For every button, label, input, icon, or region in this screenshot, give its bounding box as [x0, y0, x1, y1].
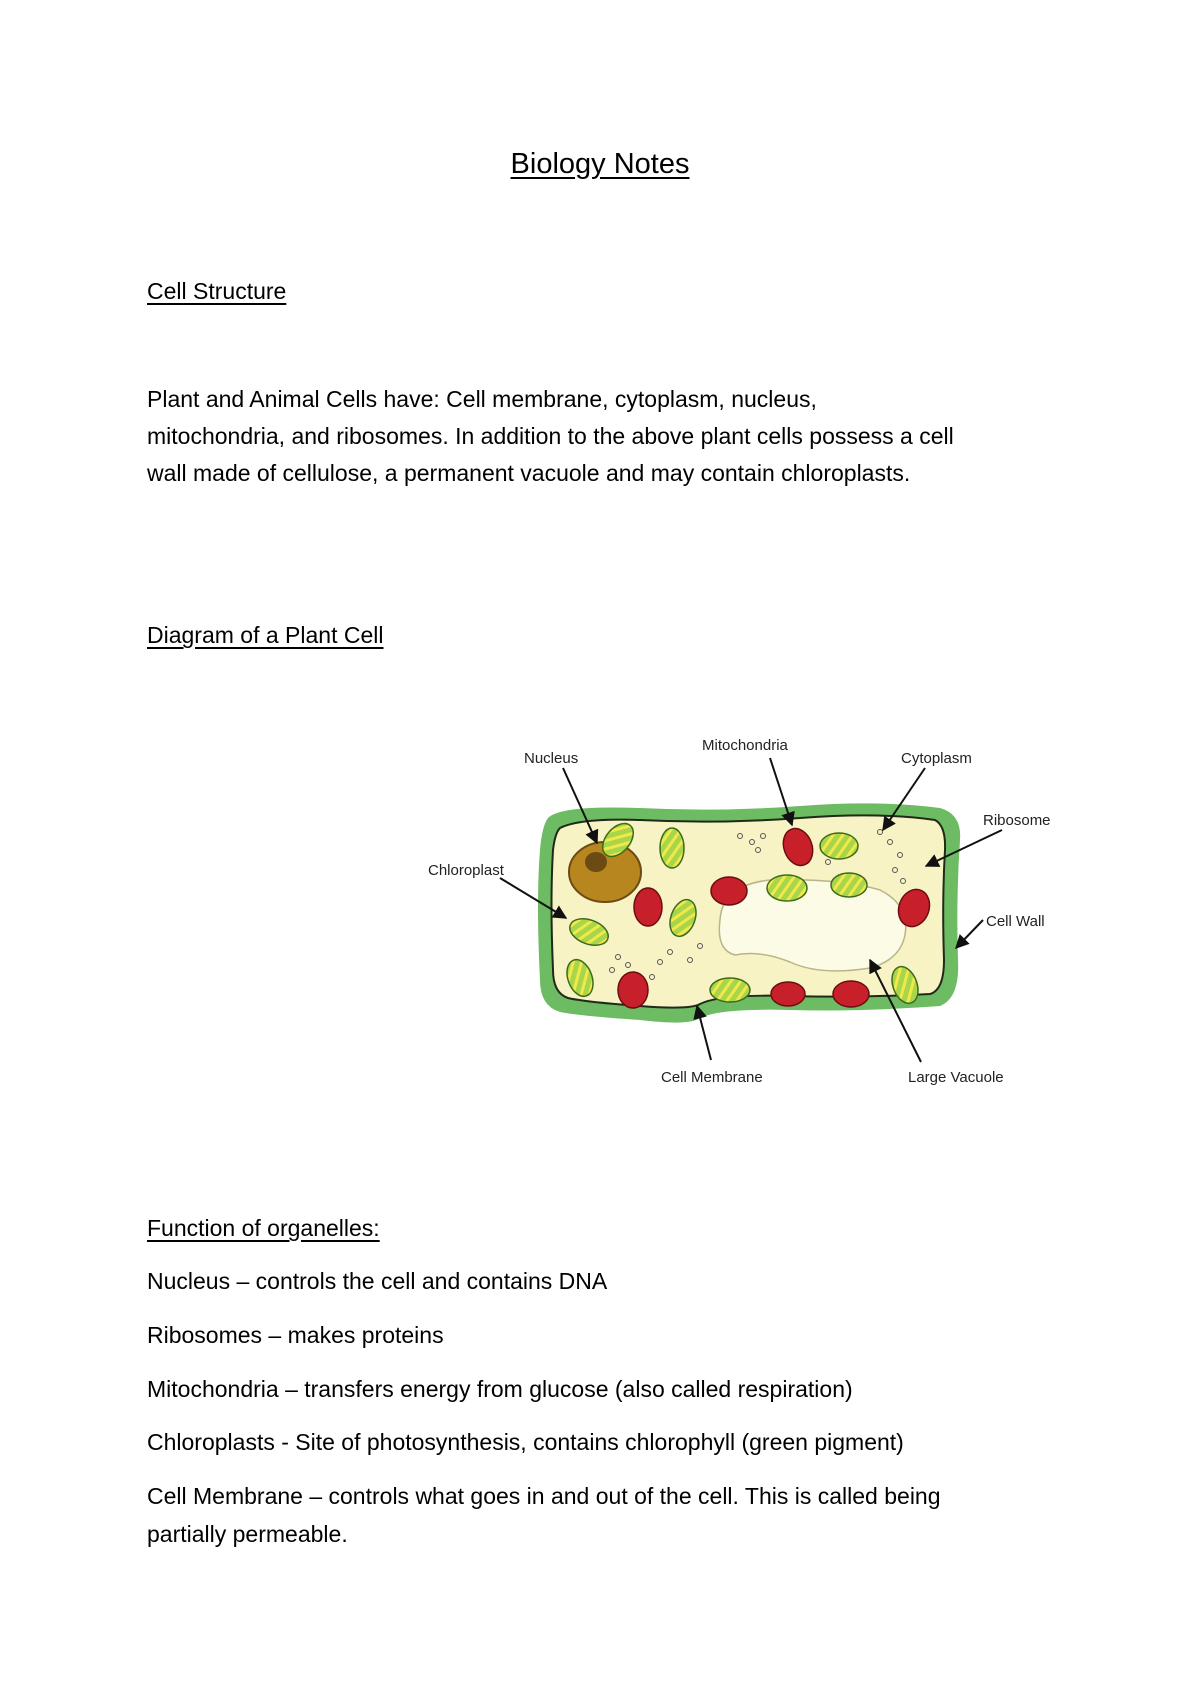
- paragraph-line: wall made of cellulose, a permanent vacuole and may contain chloroplasts.: [147, 460, 911, 486]
- function-item-nucleus: Nucleus – controls the cell and contains DNA: [147, 1268, 608, 1294]
- nucleus: [569, 842, 641, 902]
- nucleolus: [585, 852, 607, 872]
- section-heading-functions: Function of organelles:: [147, 1215, 380, 1241]
- cell-wall: [538, 803, 960, 1022]
- large-vacuole: [719, 880, 905, 971]
- cell-wall-pointer: [956, 920, 983, 948]
- paragraph-line: mitochondria, and ribosomes. In addition to the above plant cells possess a cell: [147, 423, 954, 449]
- label-nucleus: Nucleus: [524, 750, 579, 767]
- mitochondria: [618, 824, 935, 1008]
- paragraph-line: Plant and Animal Cells have: Cell membrane, cytoplasm, nucleus,: [147, 386, 817, 412]
- section-heading-cell-structure: Cell Structure: [147, 278, 287, 304]
- label-large-vacuole: Large Vacuole: [908, 1069, 1004, 1086]
- chloroplast-pointer: [500, 878, 566, 918]
- large-vacuole-pointer: [870, 960, 921, 1062]
- cytoplasm: [552, 815, 946, 1007]
- function-item-mitochondria: Mitochondria – transfers energy from glucose (also called respiration): [147, 1376, 853, 1402]
- label-mitochondria: Mitochondria: [702, 737, 788, 754]
- label-chloroplast: Chloroplast: [428, 862, 504, 879]
- chloroplasts: [562, 818, 923, 1007]
- label-cell-membrane: Cell Membrane: [661, 1069, 763, 1086]
- nucleus-pointer: [563, 768, 597, 843]
- cell-membrane-pointer: [697, 1006, 711, 1060]
- label-cytoplasm: Cytoplasm: [901, 750, 972, 767]
- label-ribosome: Ribosome: [983, 812, 1051, 829]
- function-item-cell-membrane: Cell Membrane – controls what goes in and out of the cell. This is called being: [147, 1483, 941, 1509]
- cell-structure-paragraph: [147, 381, 1067, 492]
- label-cell-wall: Cell Wall: [986, 913, 1045, 930]
- ribosomes: [610, 830, 906, 980]
- function-item-chloroplasts: Chloroplasts - Site of photosynthesis, contains chlorophyll (green pigment): [147, 1429, 904, 1455]
- mitochondria-pointer: [770, 758, 792, 825]
- section-heading-plant-cell-diagram: Diagram of a Plant Cell: [147, 622, 384, 648]
- page-title: Biology Notes: [510, 148, 690, 180]
- ribosome-pointer: [926, 830, 1002, 866]
- function-item-ribosomes: Ribosomes – makes proteins: [147, 1322, 444, 1348]
- cytoplasm-pointer: [883, 768, 925, 830]
- function-item-cell-membrane-continued: partially permeable.: [147, 1521, 348, 1547]
